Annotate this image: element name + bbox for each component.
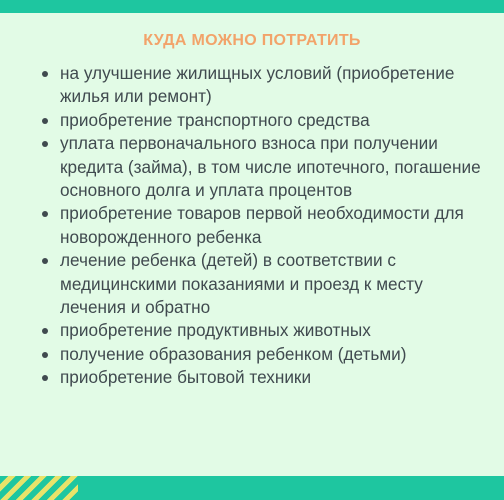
list-item-text: приобретение бытовой техники [60, 367, 312, 388]
bullet-icon [42, 118, 48, 124]
spending-options-list [42, 62, 482, 390]
list-item [42, 62, 482, 109]
bullet-icon [42, 211, 48, 217]
bullet-icon [42, 375, 48, 381]
list-item-text: приобретение транспортного средства [60, 109, 370, 130]
page-title: КУДА МОЖНО ПОТРАТИТЬ [143, 32, 361, 49]
list-item [42, 366, 482, 389]
list-item-text: приобретение продуктивных животных [60, 320, 371, 341]
list-item [42, 109, 482, 132]
list-item-text: на улучшение жилищных условий (приобретение жилья или ремонт) [60, 63, 455, 107]
list-item [42, 343, 482, 366]
top-decorative-band [0, 0, 504, 13]
list-item-text: приобретение товаров первой необходимости для новорожденного ребенка [60, 203, 464, 247]
list-item-text: лечение ребенка (детей) в соответствии с медицинскими показаниями и проезд к месту лечения и обратно [60, 250, 423, 318]
bullet-icon [42, 141, 48, 147]
bullet-icon [42, 328, 48, 334]
bullet-icon [42, 71, 48, 77]
list-item [42, 249, 482, 319]
bullet-icon [42, 258, 48, 264]
bullet-icon [42, 352, 48, 358]
list-item [42, 319, 482, 342]
list-item-text: получение образования ребенком (детьми) [60, 343, 407, 364]
list-item-text: уплата первоначального взноса при получении кредита (займа), в том числе ипотечного, погашение основного долга и уплата процентов [60, 133, 481, 201]
striped-corner-decoration [0, 476, 78, 500]
list-item [42, 202, 482, 249]
list-item [42, 132, 482, 202]
